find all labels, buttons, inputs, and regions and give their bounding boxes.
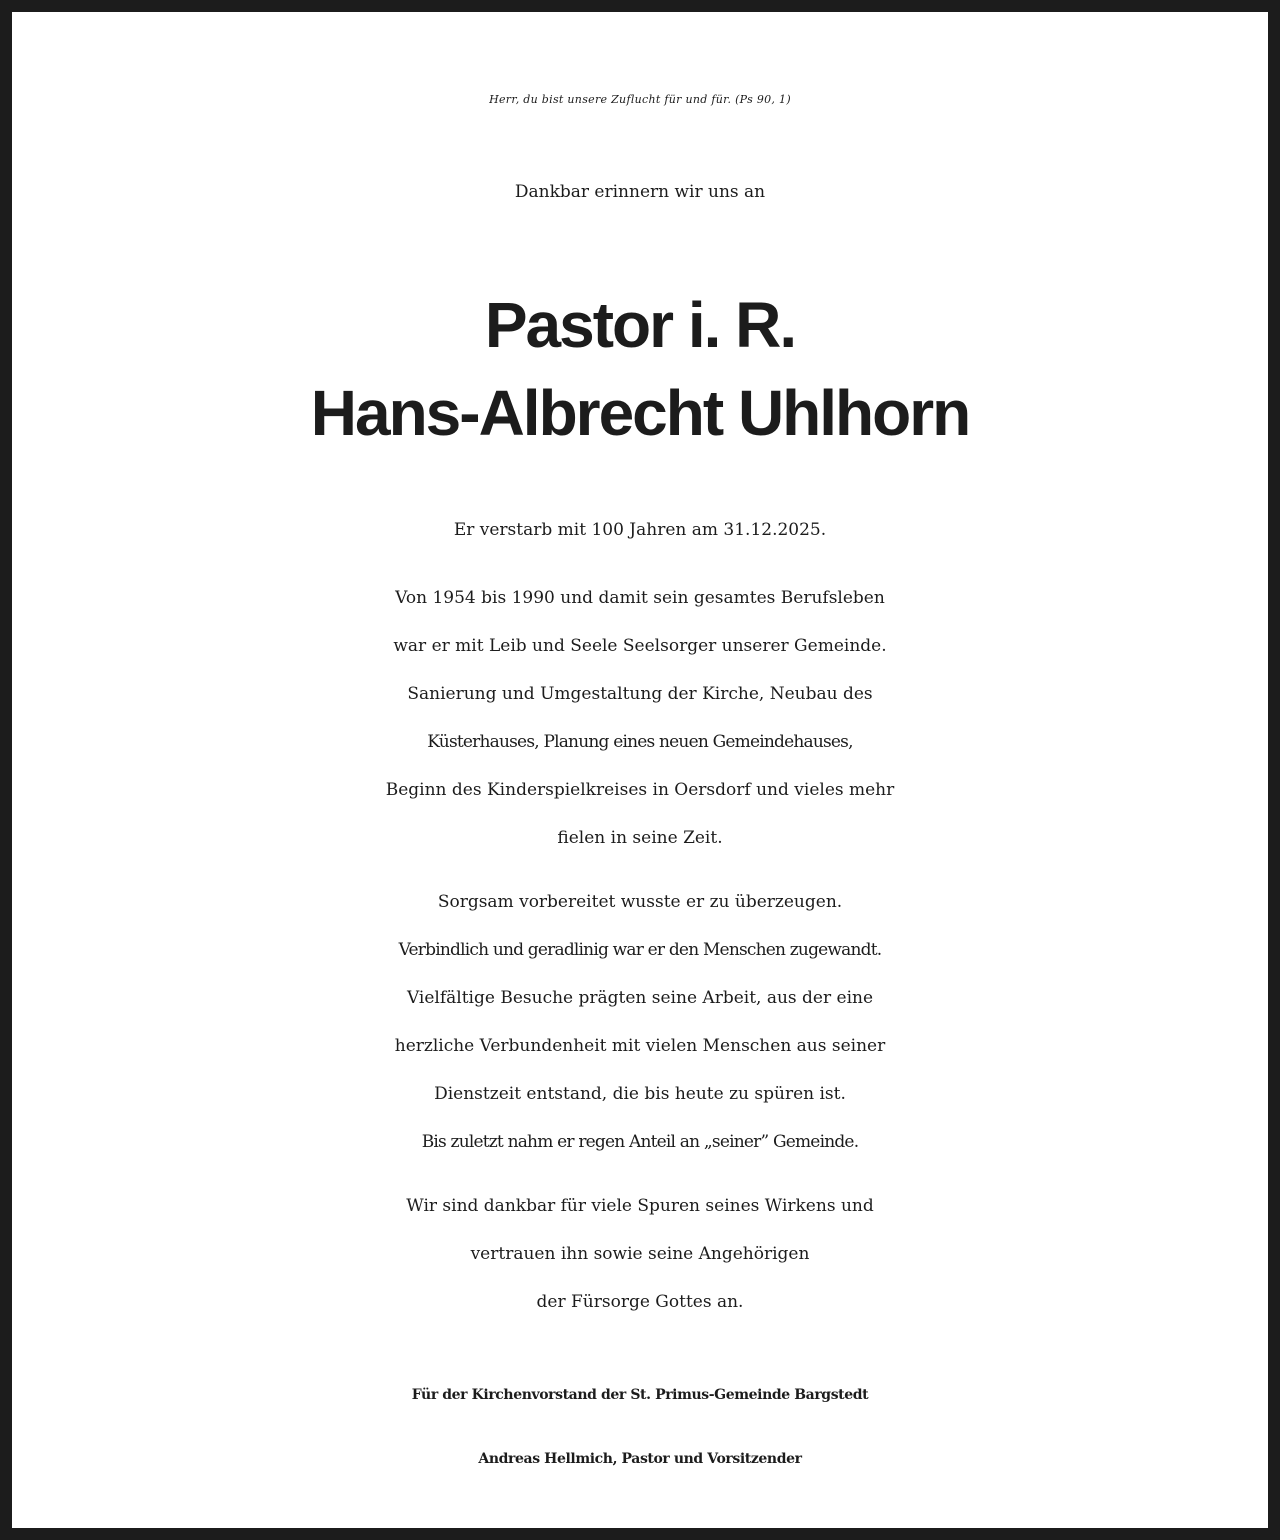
text-line: vertrauen ihn sowie seine Angehörigen <box>470 1244 810 1264</box>
intro-line: Dankbar erinnern wir uns an <box>514 182 766 202</box>
text-line: Beginn des Kinderspielkreises in Oersdorf und vieles mehr <box>385 780 895 800</box>
text-line: Sanierung und Umgestaltung der Kirche, Neubau des <box>407 684 873 704</box>
deceased-title: Pastor i. R. <box>484 289 796 361</box>
text-line: Verbindlich und geradlinig war er den Menschen zugewandt. <box>398 940 882 960</box>
text-line: Wir sind dankbar für viele Spuren seines Wirkens und <box>406 1196 874 1216</box>
text-line: der Fürsorge Gottes an. <box>536 1292 744 1312</box>
bible-verse: Herr, du bist unsere Zuflucht für und für. (Ps 90, 1) <box>489 93 791 106</box>
text-line: Dienstzeit entstand, die bis heute zu spüren ist. <box>434 1084 846 1104</box>
text-line: fielen in seine Zeit. <box>557 828 723 848</box>
text-line: Bis zuletzt nahm er regen Anteil an „seiner” Gemeinde. <box>421 1132 859 1152</box>
text-line: Küsterhauses, Planung eines neuen Gemeindehauses, <box>427 732 853 752</box>
text-line: war er mit Leib und Seele Seelsorger unserer Gemeinde. <box>393 636 887 656</box>
signature-person: Andreas Hellmich, Pastor und Vorsitzender <box>478 1451 802 1467</box>
death-date-line: Er verstarb mit 100 Jahren am 31.12.2025. <box>453 520 827 540</box>
text-line: Sorgsam vorbereitet wusste er zu überzeugen. <box>437 892 843 912</box>
deceased-name: Hans-Albrecht Uhlhorn <box>310 377 970 449</box>
text-line: Von 1954 bis 1990 und damit sein gesamtes Berufsleben <box>395 588 885 608</box>
signature-organization: Für der Kirchenvorstand der St. Primus-Gemeinde Bargstedt <box>411 1387 869 1403</box>
text-line: Vielfältige Besuche prägten seine Arbeit, aus der eine <box>406 988 874 1008</box>
text-line: herzliche Verbundenheit mit vielen Menschen aus seiner <box>394 1036 886 1056</box>
